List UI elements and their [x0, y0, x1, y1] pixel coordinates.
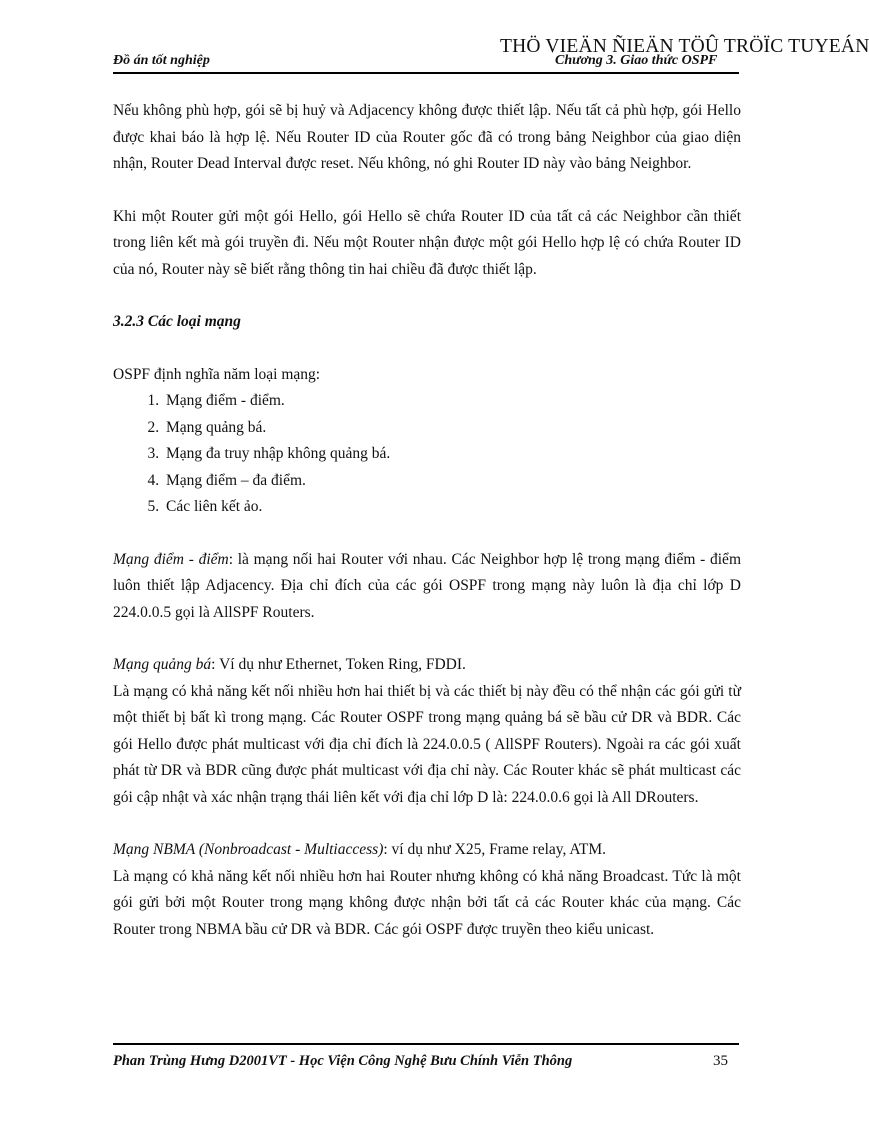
broadcast-intro [113, 652, 741, 679]
network-types-list [113, 388, 741, 521]
term-point-to-point: Mạng điểm - điểm [113, 550, 229, 568]
footer-rule [113, 1043, 739, 1045]
list-item: 5. Các liên kết ảo. [163, 494, 741, 521]
nbma-intro [113, 837, 741, 864]
paragraph-broadcast: Là mạng có khả năng kết nối nhiều hơn hai thiết bị và các thiết bị này đều có thể nhận các gói gửi từ một thiết bị bất kì trong mạng. Các Router OSPF trong mạng quảng bá sẽ bầu cử DR và BDR. Các gói Hello được phát multicast với địa chỉ đích là 224.0.0.5 ( AllSPF Routers). Ngoài ra các gói xuất phát từ DR và BDR cũng được phát multicast với địa chỉ này. Các Router khác sẽ phát multicast các gói cập nhật và xác nhận trạng thái liên kết với địa chỉ lớp D là: 224.0.0.6 gọi là All DRouters. [113, 682, 741, 806]
list-item: 4. Mạng điểm – đa điểm. [163, 468, 741, 495]
paragraph-hello: Khi một Router gửi một gói Hello, gói Hello sẽ chứa Router ID của tất cả các Neighbor cần thiết trong liên kết mà gói truyền đi. Nếu một Router nhận được một gói Hello hợp lệ có chứa Router ID của nó, Router này sẽ biết rằng thông tin hai chiều đã được thiết lập. [113, 207, 741, 278]
list-item: 3. Mạng đa truy nhập không quảng bá. [163, 441, 741, 468]
footer-author: Phan Trùng Hưng D2001VT - Học Viện Công Nghệ Bưu Chính Viễn Thông [113, 1053, 573, 1069]
term-broadcast: Mạng quảng bá [113, 656, 212, 673]
term-nbma: Mạng NBMA (Nonbroadcast - Multiaccess) [113, 841, 384, 858]
header-doc-title: Đồ án tốt nghiệp [113, 53, 210, 68]
page-number: 35 [713, 1053, 728, 1069]
paragraph-adjacency: Nếu không phù hợp, gói sẽ bị huỷ và Adjacency không được thiết lập. Nếu tất cả phù hợp, gói Hello được khai báo là hợp lệ. Nếu Router ID của Router gốc đã có trong bảng Neighbor của giao diện nhận, Router Dead Interval được reset. Nếu không, nó ghi Router ID này vào bảng Neighbor. [113, 102, 741, 172]
page-content [113, 98, 741, 943]
section-heading: 3.2.3 Các loại mạng [113, 313, 241, 330]
broadcast-examples: : Ví dụ như Ethernet, Token Ring, FDDI. [211, 656, 466, 673]
paragraph-point-to-point [113, 547, 741, 627]
header-rule [113, 72, 739, 74]
list-item: 1. Mạng điểm - điểm. [163, 388, 741, 415]
watermark: THÖ VIEÄN ÑIEÄN TÖÛ TRÖÏC TUYEÁN [500, 36, 869, 57]
nbma-examples: : ví dụ như X25, Frame relay, ATM. [383, 841, 607, 858]
point-to-point-text: : là mạng nối hai Router với nhau. Các Neighbor hợp lệ trong mạng điểm - điểm luôn thiết lập Adjacency. Địa chỉ đích của các gói OSPF trong mạng này luôn là địa chỉ lớp D 224.0.0.5 gọi là AllSPF Routers. [113, 550, 741, 621]
network-types-intro: OSPF định nghĩa năm loại mạng: [113, 365, 321, 383]
paragraph-nbma: Là mạng có khả năng kết nối nhiều hơn hai Router nhưng không có khả năng Broadcast. Tức là một gói gửi bởi một Router trong mạng không được nhận bởi tất cả các Router khác của mạng. Các Router trong NBMA bầu cử DR và BDR. Các gói OSPF được truyền theo kiểu unicast. [113, 867, 741, 938]
list-item: 2. Mạng quảng bá. [163, 415, 741, 442]
header-chapter-title: Chương 3. Giao thức OSPF [555, 53, 718, 68]
